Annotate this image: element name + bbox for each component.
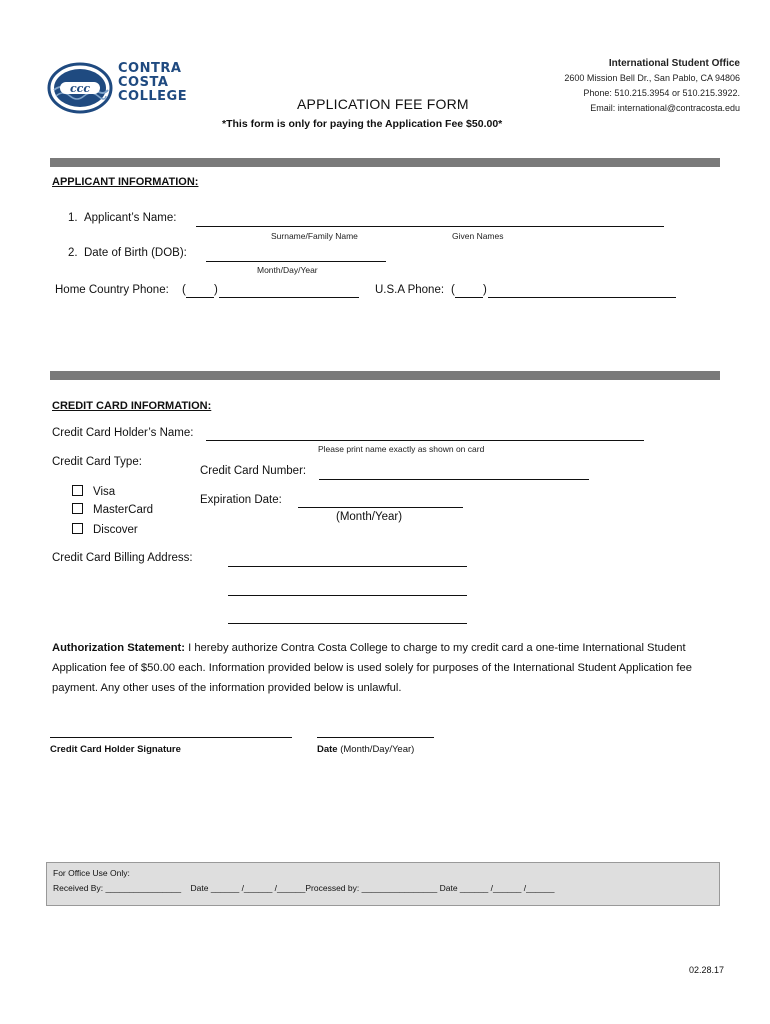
usa-phone-label: U.S.A Phone: [375,284,445,296]
card-holder-hint: Please print name exactly as shown on card [318,444,485,454]
expiration-label: Expiration Date: [200,494,282,506]
authorization-label: Authorization Statement: [52,642,186,654]
office-phone: Phone: 510.215.3954 or 510.215.3922. [583,88,740,98]
billing-address-line-3[interactable] [228,623,467,624]
usa-phone-paren-open: ( [451,284,455,296]
form-title: APPLICATION FEE FORM [297,96,469,112]
signature-label: Credit Card Holder Signature [50,744,181,755]
home-phone-paren-close: ) [214,284,218,296]
college-name [118,62,187,104]
billing-address-line-1[interactable] [228,566,467,567]
card-type-label: Credit Card Type: [52,456,142,468]
card-type-visa-label: Visa [93,486,116,498]
applicant-heading: APPLICANT INFORMATION: [52,176,199,188]
card-number-label: Credit Card Number: [200,465,307,477]
dob-label: 2. Date of Birth (DOB): [68,247,187,259]
checkbox-icon[interactable] [72,503,83,514]
home-phone-paren-open: ( [182,284,186,296]
card-holder-field[interactable] [206,440,644,441]
home-phone-code-field[interactable] [186,297,214,298]
card-holder-label: Credit Card Holder’s Name: [52,427,194,439]
office-title: International Student Office [608,58,740,69]
expiration-hint: (Month/Year) [336,511,403,523]
college-logo [46,60,196,116]
section-divider [50,371,720,380]
card-type-mastercard-label: MasterCard [93,504,154,516]
signature-date-field[interactable] [317,737,434,738]
logo-line-3: COLLEGE [118,89,188,104]
office-use-box [46,862,720,906]
billing-address-label: Credit Card Billing Address: [52,552,193,564]
expiration-field[interactable] [298,507,463,508]
logo-line-1: CONTRA [118,61,182,76]
dob-hint: Month/Day/Year [257,265,318,275]
card-type-discover-label: Discover [93,524,138,536]
signature-field[interactable] [50,737,292,738]
checkbox-icon[interactable] [72,485,83,496]
usa-phone-field[interactable] [488,297,676,298]
usa-phone-paren-close: ) [483,284,487,296]
signature-date-label: Date [317,744,338,755]
card-number-field[interactable] [319,479,589,480]
card-type-discover[interactable] [72,523,138,536]
office-use-fields: Received By: ________________ Date ______ /______ /______Processed by: ________________ Date ______ /______ /______ [53,883,555,893]
office-use-title: For Office Use Only: [53,868,130,878]
authorization-text: I hereby authorize Contra Costa College to charge to my credit card a one-time International Student Application fee of $50.00 each. Information provided below is used solely for purposes of the International Student Application fee payment. Any other uses of the information provided below is unlawful. [52,642,692,694]
form-version: 02.28.17 [688,965,724,975]
office-address: 2600 Mission Bell Dr., San Pablo, CA 94806 [564,73,740,83]
surname-hint: Surname/Family Name [271,231,358,241]
card-type-mastercard[interactable] [72,503,153,516]
office-contact [564,56,740,116]
credit-card-heading: CREDIT CARD INFORMATION: [52,400,212,412]
office-email: Email: international@contracosta.edu [590,103,740,113]
checkbox-icon[interactable] [72,523,83,534]
form-subtitle: *This form is only for paying the Application Fee $50.00* [222,118,503,130]
dob-field[interactable] [206,261,386,262]
signature-date-caption [317,744,414,755]
applicant-name-label: 1. Applicant’s Name: [68,212,177,224]
college-seal-icon [46,60,116,116]
logo-line-2: COSTA [118,75,169,90]
home-phone-label: Home Country Phone: [55,284,169,296]
logo-monogram: ccc [69,82,91,95]
signature-date-hint: (Month/Day/Year) [337,744,415,755]
section-divider [50,158,720,167]
applicant-name-field[interactable] [196,226,664,227]
home-phone-field[interactable] [219,297,359,298]
billing-address-line-2[interactable] [228,595,467,596]
card-type-visa[interactable] [72,485,115,498]
authorization-statement [52,638,732,698]
given-names-hint: Given Names [452,231,504,241]
usa-phone-code-field[interactable] [455,297,483,298]
